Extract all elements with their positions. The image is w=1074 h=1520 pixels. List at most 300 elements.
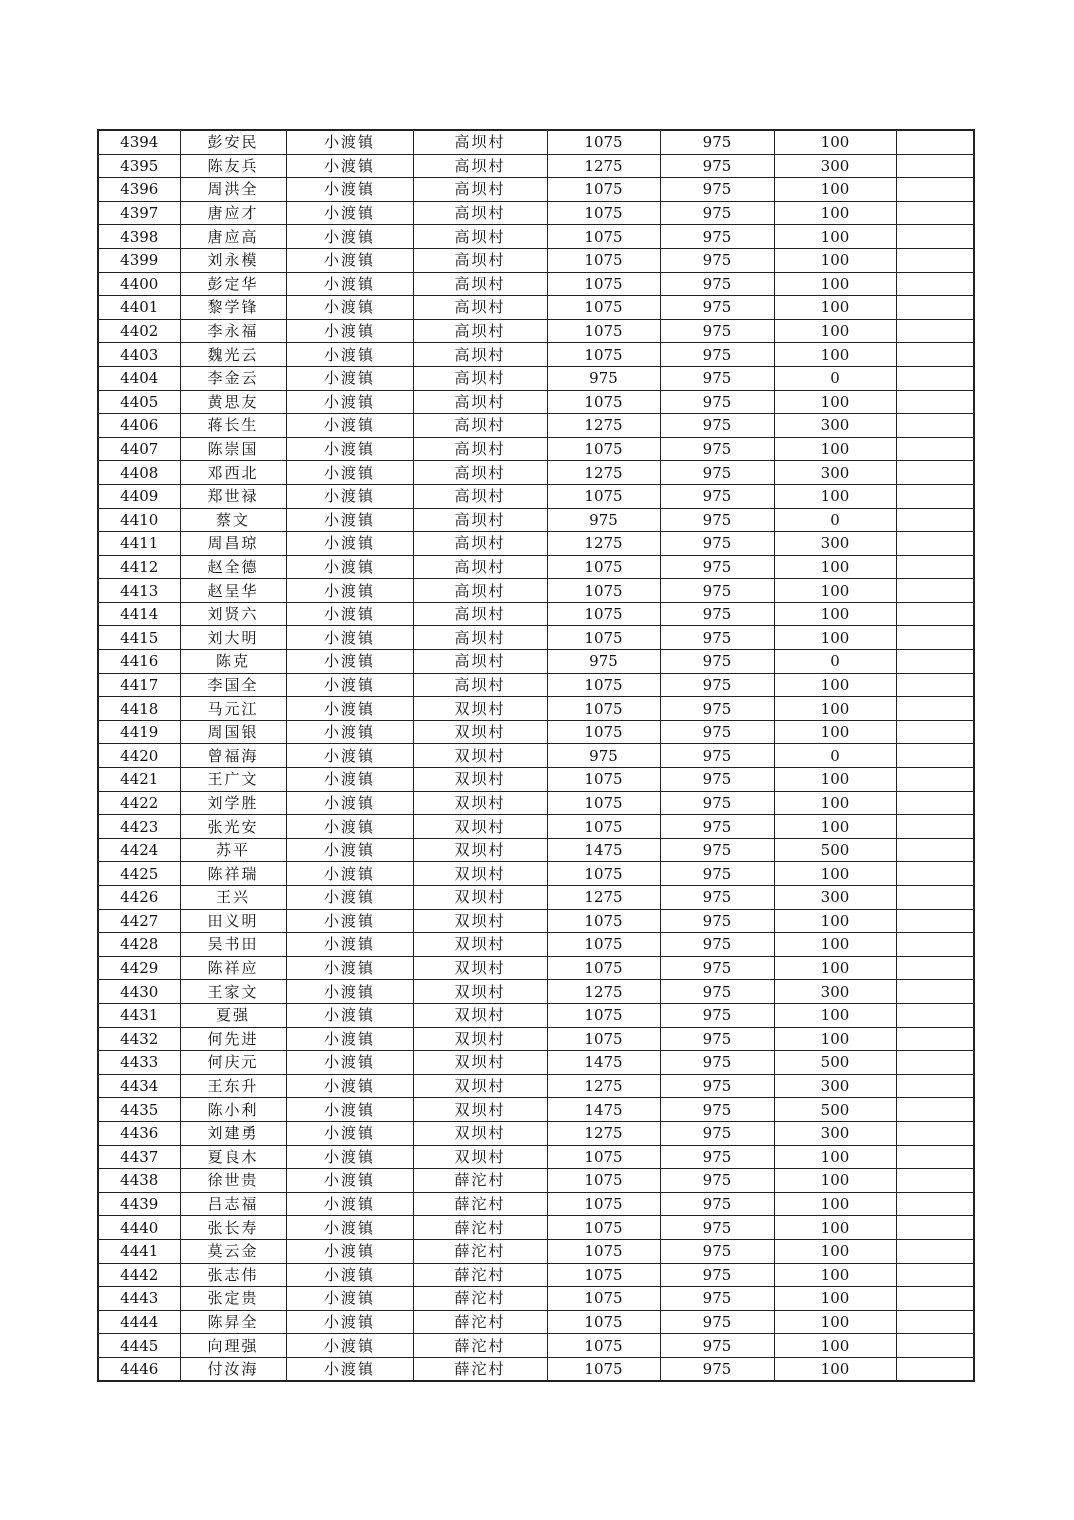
town-cell: 小渡镇 [286, 461, 413, 485]
remark-cell [896, 768, 974, 792]
difference-cell: 100 [774, 697, 896, 721]
table-row [98, 319, 974, 343]
amount-a-cell: 1075 [547, 437, 660, 461]
table-row [98, 933, 974, 957]
difference-cell: 300 [774, 414, 896, 438]
name-cell: 陈小利 [180, 1098, 286, 1122]
table-row [98, 154, 974, 178]
name-cell: 付汝海 [180, 1357, 286, 1381]
amount-a-cell: 975 [547, 650, 660, 674]
difference-cell: 100 [774, 484, 896, 508]
village-cell: 高坝村 [413, 508, 547, 532]
name-cell: 刘贤六 [180, 602, 286, 626]
difference-cell: 100 [774, 579, 896, 603]
village-cell: 高坝村 [413, 296, 547, 320]
name-cell: 王广文 [180, 768, 286, 792]
amount-b-cell: 975 [660, 366, 774, 390]
name-cell: 李永福 [180, 319, 286, 343]
serial-cell: 4422 [98, 791, 180, 815]
amount-a-cell: 1475 [547, 1051, 660, 1075]
table-row [98, 484, 974, 508]
amount-a-cell: 1275 [547, 886, 660, 910]
name-cell: 陈友兵 [180, 154, 286, 178]
remark-cell [896, 414, 974, 438]
remark-cell [896, 272, 974, 296]
remark-cell [896, 720, 974, 744]
amount-b-cell: 975 [660, 980, 774, 1004]
serial-cell: 4397 [98, 201, 180, 225]
name-cell: 黎学锋 [180, 296, 286, 320]
name-cell: 吴书田 [180, 933, 286, 957]
table-row [98, 1192, 974, 1216]
table-row [98, 1098, 974, 1122]
village-cell: 高坝村 [413, 272, 547, 296]
remark-cell [896, 1357, 974, 1381]
serial-cell: 4423 [98, 815, 180, 839]
serial-cell: 4418 [98, 697, 180, 721]
difference-cell: 100 [774, 201, 896, 225]
remark-cell [896, 437, 974, 461]
remark-cell [896, 508, 974, 532]
table-row [98, 838, 974, 862]
remark-cell [896, 343, 974, 367]
difference-cell: 100 [774, 1027, 896, 1051]
name-cell: 夏良木 [180, 1145, 286, 1169]
serial-cell: 4417 [98, 673, 180, 697]
town-cell: 小渡镇 [286, 484, 413, 508]
difference-cell: 100 [774, 791, 896, 815]
difference-cell: 0 [774, 744, 896, 768]
name-cell: 李国全 [180, 673, 286, 697]
town-cell: 小渡镇 [286, 1357, 413, 1381]
difference-cell: 100 [774, 933, 896, 957]
serial-cell: 4430 [98, 980, 180, 1004]
serial-cell: 4434 [98, 1074, 180, 1098]
village-cell: 薛沱村 [413, 1192, 547, 1216]
village-cell: 高坝村 [413, 390, 547, 414]
amount-a-cell: 1075 [547, 1239, 660, 1263]
town-cell: 小渡镇 [286, 1074, 413, 1098]
town-cell: 小渡镇 [286, 1003, 413, 1027]
serial-cell: 4406 [98, 414, 180, 438]
amount-a-cell: 1075 [547, 1310, 660, 1334]
amount-b-cell: 975 [660, 178, 774, 202]
town-cell: 小渡镇 [286, 1145, 413, 1169]
name-cell: 魏光云 [180, 343, 286, 367]
remark-cell [896, 555, 974, 579]
table-row [98, 130, 974, 154]
amount-b-cell: 975 [660, 1003, 774, 1027]
name-cell: 彭安民 [180, 130, 286, 154]
table-row [98, 1003, 974, 1027]
remark-cell [896, 602, 974, 626]
amount-b-cell: 975 [660, 1169, 774, 1193]
amount-b-cell: 975 [660, 650, 774, 674]
amount-b-cell: 975 [660, 248, 774, 272]
table-row [98, 1216, 974, 1240]
table-row [98, 296, 974, 320]
difference-cell: 100 [774, 130, 896, 154]
amount-a-cell: 1075 [547, 1357, 660, 1381]
remark-cell [896, 1027, 974, 1051]
serial-cell: 4395 [98, 154, 180, 178]
table-row [98, 1051, 974, 1075]
amount-b-cell: 975 [660, 319, 774, 343]
amount-b-cell: 975 [660, 886, 774, 910]
difference-cell: 100 [774, 602, 896, 626]
amount-a-cell: 1075 [547, 1145, 660, 1169]
difference-cell: 100 [774, 1216, 896, 1240]
village-cell: 高坝村 [413, 484, 547, 508]
table-row [98, 225, 974, 249]
table-row [98, 248, 974, 272]
amount-a-cell: 1075 [547, 343, 660, 367]
difference-cell: 300 [774, 154, 896, 178]
amount-a-cell: 1075 [547, 579, 660, 603]
amount-b-cell: 975 [660, 390, 774, 414]
serial-cell: 4429 [98, 956, 180, 980]
town-cell: 小渡镇 [286, 508, 413, 532]
name-cell: 周昌琼 [180, 532, 286, 556]
amount-a-cell: 1275 [547, 532, 660, 556]
serial-cell: 4409 [98, 484, 180, 508]
town-cell: 小渡镇 [286, 248, 413, 272]
name-cell: 陈祥应 [180, 956, 286, 980]
difference-cell: 100 [774, 768, 896, 792]
serial-cell: 4405 [98, 390, 180, 414]
name-cell: 黄思友 [180, 390, 286, 414]
name-cell: 陈克 [180, 650, 286, 674]
village-cell: 高坝村 [413, 626, 547, 650]
remark-cell [896, 1263, 974, 1287]
name-cell: 郑世禄 [180, 484, 286, 508]
name-cell: 陈昇全 [180, 1310, 286, 1334]
town-cell: 小渡镇 [286, 1051, 413, 1075]
town-cell: 小渡镇 [286, 1121, 413, 1145]
amount-a-cell: 1075 [547, 720, 660, 744]
town-cell: 小渡镇 [286, 697, 413, 721]
difference-cell: 100 [774, 673, 896, 697]
amount-b-cell: 975 [660, 602, 774, 626]
amount-a-cell: 1075 [547, 555, 660, 579]
town-cell: 小渡镇 [286, 1334, 413, 1358]
town-cell: 小渡镇 [286, 296, 413, 320]
amount-b-cell: 975 [660, 1239, 774, 1263]
difference-cell: 100 [774, 1239, 896, 1263]
table-row [98, 390, 974, 414]
amount-a-cell: 1275 [547, 1121, 660, 1145]
serial-cell: 4411 [98, 532, 180, 556]
remark-cell [896, 319, 974, 343]
village-cell: 薛沱村 [413, 1169, 547, 1193]
table-row [98, 437, 974, 461]
village-cell: 薛沱村 [413, 1263, 547, 1287]
difference-cell: 100 [774, 956, 896, 980]
town-cell: 小渡镇 [286, 909, 413, 933]
table-row [98, 1357, 974, 1381]
town-cell: 小渡镇 [286, 862, 413, 886]
name-cell: 王家文 [180, 980, 286, 1004]
amount-a-cell: 1275 [547, 414, 660, 438]
remark-cell [896, 933, 974, 957]
serial-cell: 4426 [98, 886, 180, 910]
amount-a-cell: 1075 [547, 178, 660, 202]
amount-a-cell: 1275 [547, 980, 660, 1004]
village-cell: 高坝村 [413, 178, 547, 202]
serial-cell: 4421 [98, 768, 180, 792]
table-row [98, 1287, 974, 1311]
difference-cell: 100 [774, 1003, 896, 1027]
amount-b-cell: 975 [660, 414, 774, 438]
serial-cell: 4398 [98, 225, 180, 249]
remark-cell [896, 178, 974, 202]
difference-cell: 100 [774, 815, 896, 839]
village-cell: 双坝村 [413, 886, 547, 910]
town-cell: 小渡镇 [286, 555, 413, 579]
village-cell: 双坝村 [413, 1121, 547, 1145]
remark-cell [896, 461, 974, 485]
amount-a-cell: 1075 [547, 862, 660, 886]
village-cell: 高坝村 [413, 579, 547, 603]
table-row [98, 1145, 974, 1169]
town-cell: 小渡镇 [286, 673, 413, 697]
table-row [98, 1169, 974, 1193]
amount-a-cell: 1075 [547, 272, 660, 296]
difference-cell: 100 [774, 437, 896, 461]
serial-cell: 4399 [98, 248, 180, 272]
name-cell: 马元江 [180, 697, 286, 721]
name-cell: 张长寿 [180, 1216, 286, 1240]
town-cell: 小渡镇 [286, 815, 413, 839]
village-cell: 高坝村 [413, 673, 547, 697]
serial-cell: 4444 [98, 1310, 180, 1334]
amount-a-cell: 975 [547, 744, 660, 768]
amount-b-cell: 975 [660, 768, 774, 792]
remark-cell [896, 650, 974, 674]
difference-cell: 0 [774, 366, 896, 390]
town-cell: 小渡镇 [286, 437, 413, 461]
table-row [98, 201, 974, 225]
village-cell: 高坝村 [413, 532, 547, 556]
serial-cell: 4438 [98, 1169, 180, 1193]
table-row [98, 414, 974, 438]
serial-cell: 4432 [98, 1027, 180, 1051]
amount-a-cell: 1475 [547, 838, 660, 862]
difference-cell: 100 [774, 1169, 896, 1193]
remark-cell [896, 1192, 974, 1216]
remark-cell [896, 838, 974, 862]
serial-cell: 4441 [98, 1239, 180, 1263]
serial-cell: 4400 [98, 272, 180, 296]
amount-b-cell: 975 [660, 225, 774, 249]
name-cell: 周国银 [180, 720, 286, 744]
name-cell: 唐应才 [180, 201, 286, 225]
remark-cell [896, 862, 974, 886]
village-cell: 双坝村 [413, 1027, 547, 1051]
village-cell: 高坝村 [413, 437, 547, 461]
table-row [98, 508, 974, 532]
village-cell: 高坝村 [413, 602, 547, 626]
town-cell: 小渡镇 [286, 626, 413, 650]
name-cell: 吕志福 [180, 1192, 286, 1216]
serial-cell: 4403 [98, 343, 180, 367]
serial-cell: 4436 [98, 1121, 180, 1145]
remark-cell [896, 1074, 974, 1098]
amount-a-cell: 1075 [547, 1263, 660, 1287]
town-cell: 小渡镇 [286, 1310, 413, 1334]
table-row [98, 1121, 974, 1145]
village-cell: 双坝村 [413, 933, 547, 957]
table-row [98, 579, 974, 603]
name-cell: 周洪全 [180, 178, 286, 202]
remark-cell [896, 154, 974, 178]
amount-a-cell: 1075 [547, 1192, 660, 1216]
village-cell: 薛沱村 [413, 1310, 547, 1334]
serial-cell: 4437 [98, 1145, 180, 1169]
amount-a-cell: 1475 [547, 1098, 660, 1122]
amount-b-cell: 975 [660, 1357, 774, 1381]
remark-cell [896, 390, 974, 414]
name-cell: 田义明 [180, 909, 286, 933]
difference-cell: 100 [774, 1310, 896, 1334]
name-cell: 何先进 [180, 1027, 286, 1051]
difference-cell: 100 [774, 272, 896, 296]
village-cell: 高坝村 [413, 461, 547, 485]
serial-cell: 4408 [98, 461, 180, 485]
amount-b-cell: 975 [660, 296, 774, 320]
amount-b-cell: 975 [660, 1027, 774, 1051]
serial-cell: 4416 [98, 650, 180, 674]
amount-a-cell: 1075 [547, 201, 660, 225]
name-cell: 刘建勇 [180, 1121, 286, 1145]
difference-cell: 100 [774, 720, 896, 744]
town-cell: 小渡镇 [286, 602, 413, 626]
amount-a-cell: 1075 [547, 248, 660, 272]
amount-b-cell: 975 [660, 1334, 774, 1358]
difference-cell: 100 [774, 296, 896, 320]
amount-b-cell: 975 [660, 272, 774, 296]
amount-a-cell: 1075 [547, 673, 660, 697]
amount-b-cell: 975 [660, 1287, 774, 1311]
serial-cell: 4402 [98, 319, 180, 343]
serial-cell: 4394 [98, 130, 180, 154]
town-cell: 小渡镇 [286, 1216, 413, 1240]
amount-b-cell: 975 [660, 1051, 774, 1075]
table-row [98, 555, 974, 579]
town-cell: 小渡镇 [286, 744, 413, 768]
remark-cell [896, 1098, 974, 1122]
difference-cell: 0 [774, 650, 896, 674]
difference-cell: 300 [774, 1074, 896, 1098]
village-cell: 薛沱村 [413, 1216, 547, 1240]
amount-b-cell: 975 [660, 1310, 774, 1334]
serial-cell: 4415 [98, 626, 180, 650]
serial-cell: 4428 [98, 933, 180, 957]
difference-cell: 100 [774, 248, 896, 272]
serial-cell: 4435 [98, 1098, 180, 1122]
name-cell: 彭定华 [180, 272, 286, 296]
serial-cell: 4420 [98, 744, 180, 768]
town-cell: 小渡镇 [286, 130, 413, 154]
name-cell: 曾福海 [180, 744, 286, 768]
serial-cell: 4412 [98, 555, 180, 579]
village-cell: 高坝村 [413, 650, 547, 674]
village-cell: 双坝村 [413, 862, 547, 886]
amount-b-cell: 975 [660, 791, 774, 815]
difference-cell: 100 [774, 390, 896, 414]
remark-cell [896, 1145, 974, 1169]
name-cell: 王兴 [180, 886, 286, 910]
serial-cell: 4407 [98, 437, 180, 461]
difference-cell: 300 [774, 461, 896, 485]
table-row [98, 980, 974, 1004]
village-cell: 双坝村 [413, 720, 547, 744]
amount-a-cell: 1275 [547, 461, 660, 485]
amount-b-cell: 975 [660, 484, 774, 508]
remark-cell [896, 201, 974, 225]
village-cell: 薛沱村 [413, 1357, 547, 1381]
remark-cell [896, 130, 974, 154]
town-cell: 小渡镇 [286, 1169, 413, 1193]
name-cell: 赵全德 [180, 555, 286, 579]
serial-cell: 4401 [98, 296, 180, 320]
remark-cell [896, 815, 974, 839]
amount-a-cell: 1275 [547, 154, 660, 178]
amount-a-cell: 1075 [547, 1169, 660, 1193]
table-row [98, 1074, 974, 1098]
village-cell: 薛沱村 [413, 1239, 547, 1263]
amount-a-cell: 1075 [547, 1287, 660, 1311]
amount-a-cell: 1075 [547, 225, 660, 249]
difference-cell: 100 [774, 1357, 896, 1381]
amount-b-cell: 975 [660, 343, 774, 367]
amount-a-cell: 1075 [547, 697, 660, 721]
amount-a-cell: 1075 [547, 1334, 660, 1358]
difference-cell: 100 [774, 1192, 896, 1216]
amount-b-cell: 975 [660, 1098, 774, 1122]
amount-b-cell: 975 [660, 154, 774, 178]
village-cell: 高坝村 [413, 225, 547, 249]
amount-b-cell: 975 [660, 130, 774, 154]
village-cell: 双坝村 [413, 768, 547, 792]
name-cell: 邓西北 [180, 461, 286, 485]
remark-cell [896, 296, 974, 320]
serial-cell: 4443 [98, 1287, 180, 1311]
amount-b-cell: 975 [660, 508, 774, 532]
name-cell: 张定贵 [180, 1287, 286, 1311]
village-cell: 双坝村 [413, 838, 547, 862]
amount-b-cell: 975 [660, 579, 774, 603]
remark-cell [896, 1121, 974, 1145]
town-cell: 小渡镇 [286, 272, 413, 296]
table-row [98, 343, 974, 367]
difference-cell: 300 [774, 886, 896, 910]
name-cell: 赵呈华 [180, 579, 286, 603]
difference-cell: 100 [774, 178, 896, 202]
table-row [98, 791, 974, 815]
name-cell: 何庆元 [180, 1051, 286, 1075]
table-row [98, 815, 974, 839]
amount-b-cell: 975 [660, 909, 774, 933]
town-cell: 小渡镇 [286, 838, 413, 862]
village-cell: 双坝村 [413, 791, 547, 815]
remark-cell [896, 366, 974, 390]
table-row [98, 366, 974, 390]
amount-b-cell: 975 [660, 1216, 774, 1240]
town-cell: 小渡镇 [286, 768, 413, 792]
table-row [98, 1334, 974, 1358]
town-cell: 小渡镇 [286, 956, 413, 980]
